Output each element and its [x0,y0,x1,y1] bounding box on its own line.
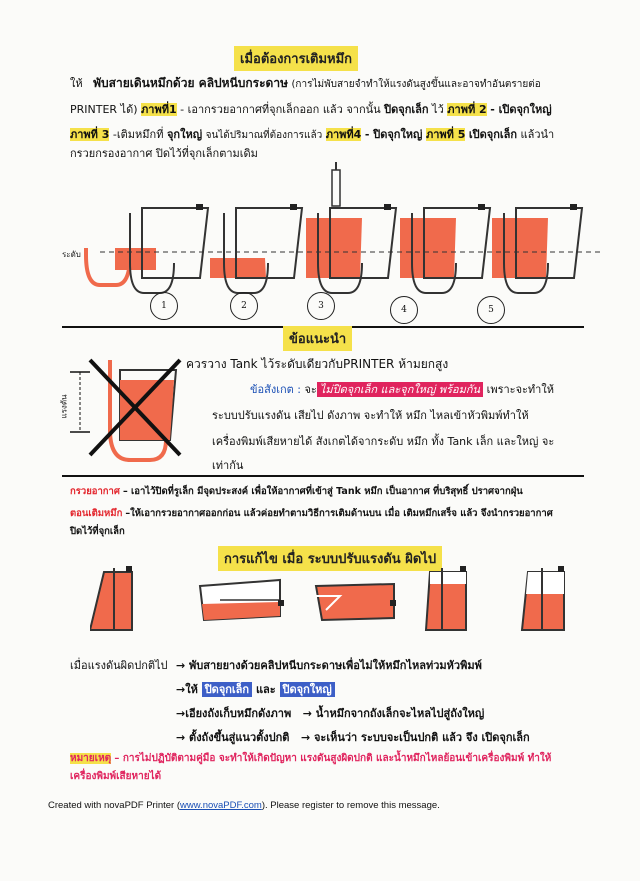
note-refill [70,505,610,541]
note1-text: – เอาไว้ปิดที่รูเล็ก มีจุดประสงค์ เพื่อให้อากาศที่เข้าสู่ Tank หมึก เป็นอากาศ ที่บริสุทธิ์ ปราศจากฝุ่น [122,486,523,497]
fix-step-4 [176,728,530,746]
intro-t8: - เปิดจุกใหญ่ [490,103,552,116]
pressure-label: แรงดัน [59,394,69,419]
step-number-4: 4 [390,296,418,324]
step-number-1: 1 [150,292,178,320]
fix-tank-1 [90,566,132,630]
step1-label: ภาพที่1 [141,103,177,116]
intro-t6: ปิดจุกเล็ก [384,103,429,116]
observation-pre: จะ [304,383,317,396]
intro-t14: แล้วนำ [520,128,555,141]
fix-step3-a: →เอียงถังเก็บหมึกดังภาพ [176,707,292,720]
remark-label: หมายเหตุ [70,753,112,764]
fix-tank-5 [522,566,564,630]
fix-step2-c: และ [255,683,276,696]
tank-step-1 [86,204,208,293]
intro-t12: - ปิดจุกใหญ่ [364,128,423,141]
fix-step-1: → พับสายยางด้วยคลิปหนีบกระดาษเพื่อไม่ให้หมึกไหลท่วมหัวพิมพ์ [176,659,482,672]
step3-label: ภาพที่ 3 [70,128,110,141]
fix-tank-3 [316,584,396,620]
close-big-cap-label: ปิดจุกใหญ่ [280,682,335,697]
observation-label: ข้อสังเกต : [250,383,301,396]
step2-label: ภาพที่ 2 [447,103,487,116]
divider-2 [62,475,584,477]
tank-step-3 [306,162,396,293]
fix-step3-b: → น้ำหมึกจากถังเล็กจะไหลไปสู่ถังใหญ่ [302,707,485,720]
fix-step-2 [176,680,335,698]
intro-t10: จุกใหญ่ [166,128,203,141]
advice-line3: ระบบปรับแรงดัน เสียไป ดังภาพ จะทำให้ หมึก ไหลเข้าหัวพิมพ์ทำให้ [212,409,529,422]
intro-t11: จนได้ปริมาณที่ต้องการแล้ว [205,130,323,141]
step-number-3: 3 [307,292,335,320]
footer-pre: Created with novaPDF Printer ( [48,800,180,811]
close-small-cap-label: ปิดจุกเล็ก [202,682,252,697]
tank-step-2 [210,204,302,293]
fix-step-3 [176,704,484,722]
fix-tank-2 [200,580,284,620]
fix-title: การแก้ไข เมื่อ ระบบปรับแรงดัน ผิดไป [218,546,442,571]
level-label: ระดับ [62,250,81,259]
novapdf-link[interactable]: www.novaPDF.com [180,800,262,811]
note2-label: ตอนเติมหมึก [70,508,123,519]
intro-t2: พับสายเดินหมึกด้วย คลิปหนีบกระดาษ [93,76,288,90]
intro-paragraph [70,72,590,161]
observation-post: เพราะจะทำให้ [486,383,554,396]
tank-step-5 [492,204,582,293]
remark-text: – การไม่ปฏิบัติตามคู่มือ จะทำให้เกิดปัญหา แรงดันสูงผิดปกติ และน้ำหมึกไหลย้อนเข้าเครื่องพิมพ์ ทำให้ [114,753,552,764]
advice-title: ข้อแนะนำ [283,326,352,351]
note-air-funnel [70,484,610,499]
intro-t9: -เติมหมึกที่ [112,128,164,141]
advice-observation [250,380,554,398]
fix-tank-4 [426,566,466,630]
intro-t3: (การไม่พับสายจำทำให้แรงดันสูงขึ้นและอาจทำอันตรายต่อ [291,79,541,90]
intro-t4: PRINTER ได้) [70,103,138,116]
note2-text: –ให้เอากรวยอากาศออกก่อน แล้วค่อยทำตามวิธีการเติมด้านบน เมื่อ เติมหมึกเสร็จ แล้ว จึงนำกรวยอากาศ [125,508,553,519]
advice-line1: ควรวาง Tank ไว้ระดับเดียวกับPRINTER ห้ามยกสูง [186,357,449,371]
step-number-2: 2 [230,292,258,320]
remark-text2: เครื่องพิมพ์เสียหายได้ [70,771,162,782]
intro-t1: ให้ [70,77,83,90]
fix-step4-a: → ตั้งถังขึ้นสู่แนวตั้งปกติ [176,731,290,744]
page-title: เมื่อต้องการเติมหมึก [234,46,358,71]
step5-label: ภาพที่ 5 [425,128,466,141]
note1-label: กรวยอากาศ [70,486,120,497]
step-number-5: 5 [477,296,505,324]
advice-line4: เครื่องพิมพ์เสียหายได้ สังเกตได้จากระดับ หมึก ทั้ง Tank เล็ก และใหญ่ จะ [212,435,555,448]
raised-tank-warning [70,350,190,470]
observation-highlight: ไม่ปิดจุกเล็ก และจุกใหญ่ พร้อมกัน [317,382,483,397]
tank-step-4 [400,204,490,293]
advice-line5: เท่ากัน [212,459,244,472]
intro-t15: กรวยกรองอากาศ ปิดไว้ที่จุกเล็กตามเดิม [70,147,258,160]
intro-t5: - เอากรวยอากาศที่จุกเล็กออก แล้ว จากนั้น [180,103,381,116]
note2-text2: ปิดไว้ที่จุกเล็ก [70,526,125,537]
footer [48,800,440,811]
fix-step2-a: →ให้ [176,683,198,696]
pressure-fix-diagram [90,560,590,640]
fix-lead: เมื่อแรงดันผิดปกติไป [70,659,168,672]
fix-step4-b: → จะเห็นว่า ระบบจะเป็นปกติ แล้ว จึง เปิดจุกเล็ก [300,731,530,744]
intro-t13: เปิดจุกเล็ก [468,128,518,141]
footer-post: ). Please register to remove this message. [261,800,440,811]
step4-label: ภาพที่4 [325,128,362,141]
refill-steps-diagram [60,160,600,310]
intro-t7: ไว้ [432,103,444,116]
remark [70,750,610,786]
